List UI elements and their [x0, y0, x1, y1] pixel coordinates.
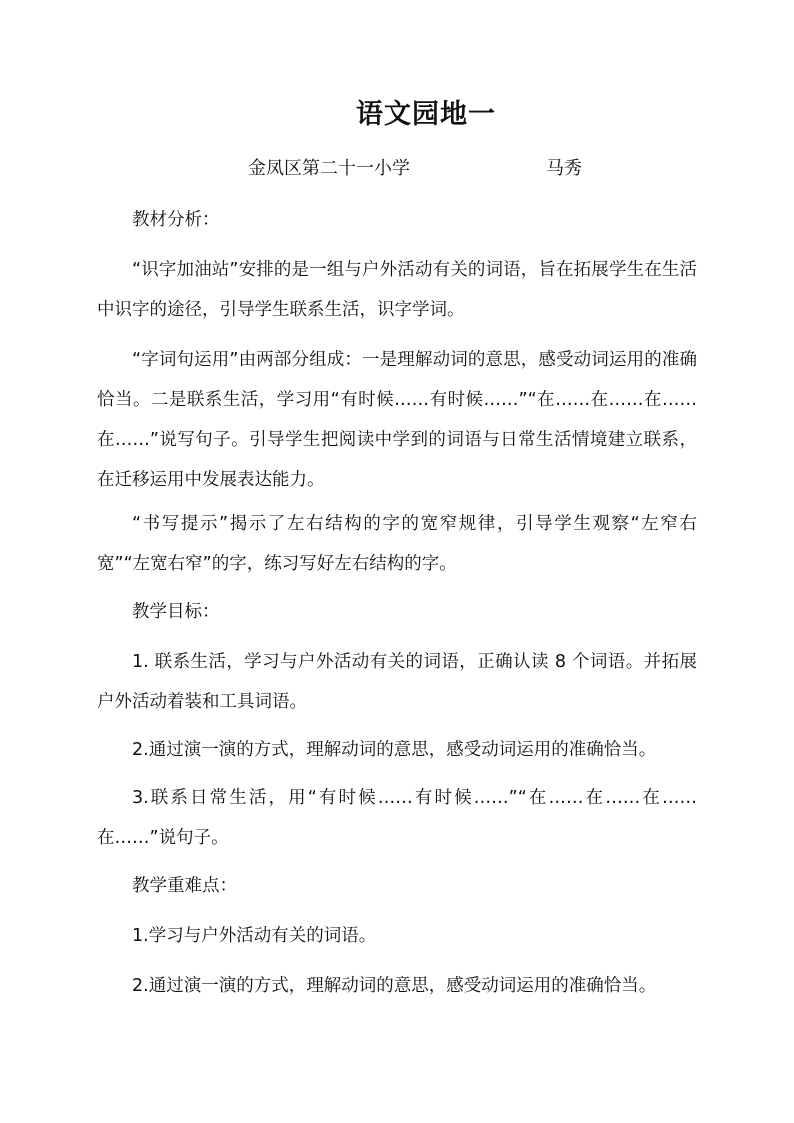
goal-item-3: 3.联系日常生活，用“有时候……有时候……”“在……在……在……在……”说句子。 [97, 788, 697, 848]
analysis-paragraph-3: “书写提示”揭示了左右结构的字的宽窄规律，引导学生观察“左窄右宽”“左宽右窄”的字，练习写好左右结构的字。 [97, 514, 697, 574]
analysis-paragraph-1: “识字加油站”安排的是一组与户外活动有关的词语，旨在拓展学生在生活中识字的途径，引导学生联系生活，识字学词。 [97, 260, 697, 320]
byline [248, 154, 582, 180]
analysis-heading: 教材分析： [132, 210, 220, 230]
author-name: 马秀 [546, 158, 582, 179]
key-point-item-2: 2.通过演一演的方式，理解动词的意思，感受动词运用的准确恰当。 [132, 976, 657, 996]
analysis-paragraph-2: “字词句运用”由两部分组成：一是理解动词的意思，感受动词运用的准确恰当。二是联系生活，学习用“有时候……有时候……”“在……在……在……在……”说写句子。引导学生把阅读中学到的词语与日常生活情境建立联系，在迁移运用中发展表达能力。 [97, 350, 697, 490]
key-points-heading: 教学重难点： [132, 876, 237, 896]
key-point-item-1: 1.学习与户外活动有关的词语。 [132, 926, 377, 946]
document-title: 语文园地一 [356, 99, 496, 130]
school-name: 金凤区第二十一小学 [248, 158, 410, 179]
goal-item-1: 1. 联系生活，学习与户外活动有关的词语，正确认读 8 个词语。并拓展户外活动着装和工具词语。 [97, 652, 697, 712]
goal-item-2: 2.通过演一演的方式，理解动词的意思，感受动词运用的准确恰当。 [132, 740, 657, 760]
goals-heading: 教学目标： [132, 602, 220, 622]
